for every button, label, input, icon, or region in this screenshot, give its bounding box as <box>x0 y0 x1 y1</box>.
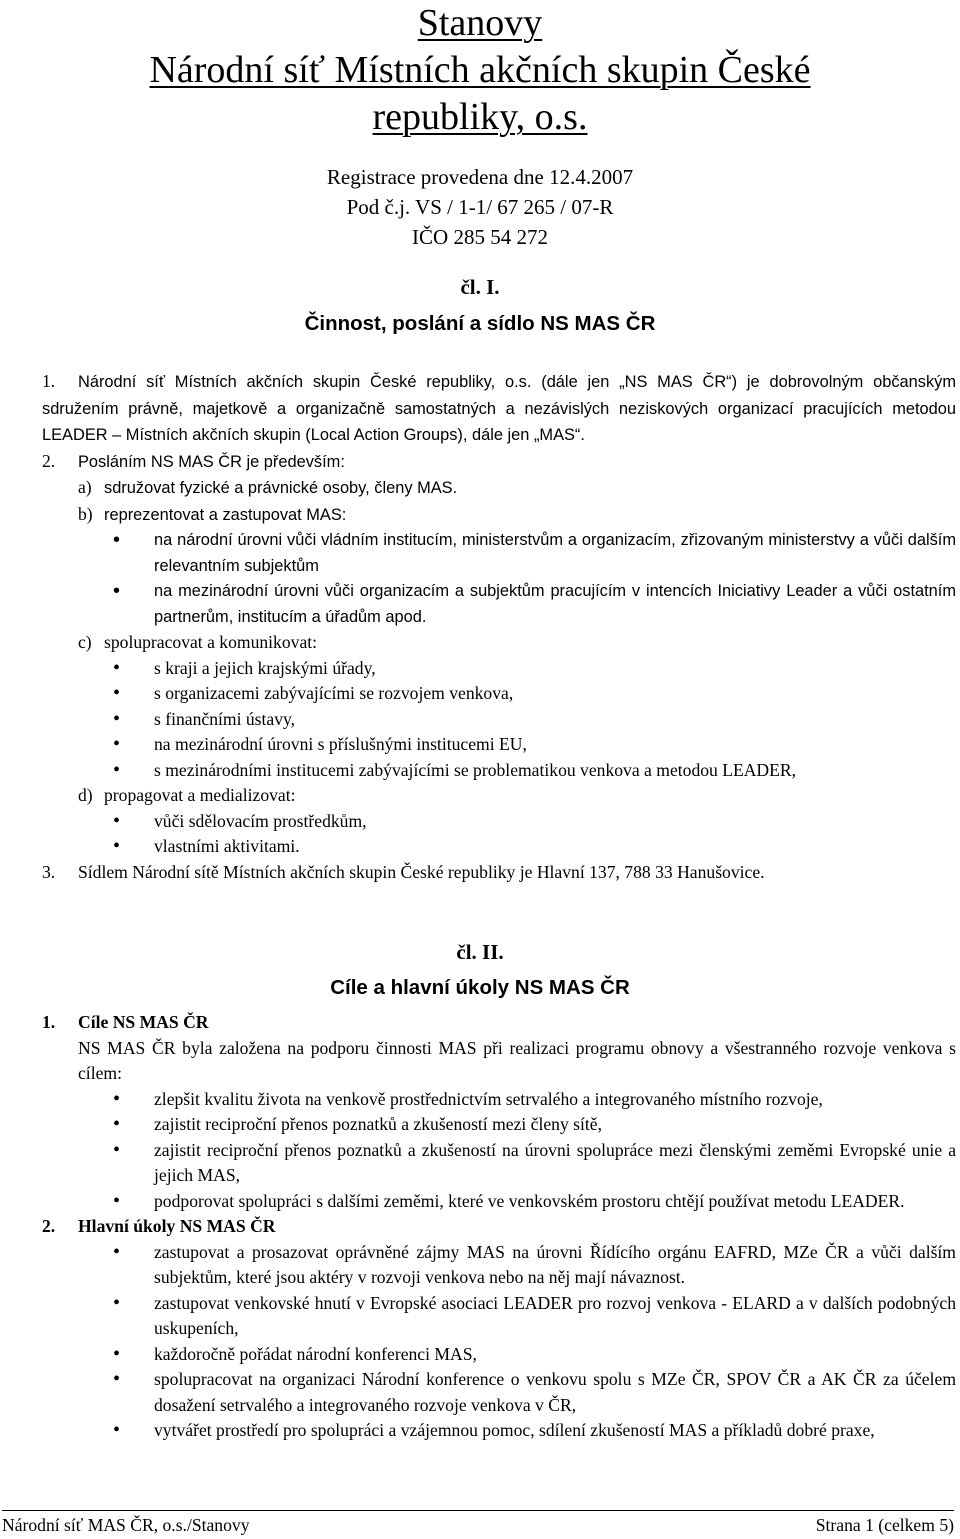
footer-document-name: Národní síť MAS ČR, o.s./Stanovy <box>2 1515 250 1535</box>
paragraph-number: 3. <box>42 861 56 882</box>
section-number: 1. <box>42 1012 56 1032</box>
item-d-list <box>42 809 956 860</box>
registration-date: Registrace provedena dne 12.4.2007 <box>326 165 634 189</box>
item-b-list <box>42 528 956 630</box>
item-c <box>42 630 956 656</box>
section-1-heading <box>42 1010 956 1036</box>
list-item: • s organizacemi zabývajícími se rozvojem venkova, <box>42 681 956 707</box>
paragraph-text: Sídlem Národní sítě Místních akčních skupin České republiky je Hlavní 137, 788 33 Hanušovice. <box>78 861 765 882</box>
article-2-body <box>42 1010 956 1444</box>
list-item: • vytvářet prostředí pro spolupráci a vzájemnou pomoc, sdílení zkušeností MAS a příkladů dobré praxe, <box>42 1418 956 1444</box>
section-2-heading <box>42 1214 956 1240</box>
article-1-number: čl. I. <box>460 275 500 299</box>
article-1-paragraph-3 <box>42 860 956 886</box>
list-item: • zlepšit kvalitu života na venkově prostřednictvím setrvalého a integrovaného místního rozvoje, <box>42 1087 956 1113</box>
registration-ico: IČO 285 54 272 <box>412 225 548 249</box>
list-item: • na národní úrovni vůči vládním institucím, ministerstvům a organizacím, zřizovaným ministerstvy a vůči dalším relevantním subjektům <box>42 528 956 579</box>
section-2-list <box>42 1240 956 1444</box>
article-1-title: Činnost, poslání a sídlo NS MAS ČR <box>304 312 656 335</box>
list-item: • zajistit reciproční přenos poznatků a zkušeností na úrovni spolupráce mezi členskými zeměmi Evropské unie a jejich MAS, <box>42 1138 956 1189</box>
item-c-list <box>42 656 956 784</box>
article-2-title: Cíle a hlavní úkoly NS MAS ČR <box>330 976 630 999</box>
paragraph-text: Posláním NS MAS ČR je především: <box>78 452 345 471</box>
title-line-2: Národní síť Místních akčních skupin České <box>149 49 811 91</box>
list-item: • spolupracovat na organizaci Národní konference o venkovu spolu s MZe ČR, SPOV ČR a AK ČR za účelem dosažení setrvalého a integrovaného rozvoje venkova v ČR, <box>42 1367 956 1418</box>
list-item: • s finančními ústavy, <box>42 707 956 733</box>
item-a <box>42 475 956 502</box>
document-title <box>60 0 900 141</box>
list-item: • s mezinárodními institucemi zabývajícími se problematikou venkova a metodou LEADER, <box>42 758 956 784</box>
article-1-body <box>42 369 956 885</box>
registration-info <box>0 162 960 252</box>
article-2-number: čl. II. <box>456 940 504 964</box>
item-label: d) <box>78 785 93 805</box>
item-label: c) <box>78 632 92 652</box>
item-text: reprezentovat a zastupovat MAS: <box>104 505 347 524</box>
section-1-list <box>42 1087 956 1215</box>
item-d <box>42 783 956 809</box>
section-heading-text: Cíle NS MAS ČR <box>78 1012 209 1032</box>
registration-reference: Pod č.j. VS / 1-1/ 67 265 / 07-R <box>346 195 614 219</box>
list-item: • na mezinárodní úrovni vůči organizacím a subjektům pracujícím v intencích Iniciativy Leader a vůči ostatním partnerům, institucím a úřadům apod. <box>42 579 956 630</box>
list-item: • každoročně pořádat národní konferenci MAS, <box>42 1342 956 1368</box>
section-1-intro: NS MAS ČR byla založena na podporu činnosti MAS při realizaci programu obnovy a všestranného rozvoje venkova s cílem: <box>78 1037 956 1083</box>
paragraph-text-lead: Národní síť Místních akčních skupin České republiky, o.s. <box>78 373 542 391</box>
list-item: • zastupovat venkovské hnutí v Evropské asociaci LEADER pro rozvoj venkova - ELARD a v dalších podobných uskupeních, <box>42 1291 956 1342</box>
footer-page-number: Strana 1 (celkem 5) <box>815 1515 954 1535</box>
paragraph-text: (dále jen „NS MAS ČR“) je dobrovolným občanským sdružením právně, majetkově a organizačně samostatných a nezávislých neziskových organizací pracujících metodou LEADER – Místních akčních skupin (Local Action Groups), dále jen „MAS“. <box>42 373 956 444</box>
page-footer <box>2 1510 954 1538</box>
list-item: • s kraji a jejich krajskými úřady, <box>42 656 956 682</box>
section-heading-text: Hlavní úkoly NS MAS ČR <box>78 1216 276 1236</box>
article-1-paragraph-1 <box>42 369 956 449</box>
section-number: 2. <box>42 1216 56 1236</box>
list-item: • na mezinárodní úrovni s příslušnými institucemi EU, <box>42 732 956 758</box>
list-item: • vlastními aktivitami. <box>42 834 956 860</box>
list-item: • zajistit reciproční přenos poznatků a zkušeností mezi členy sítě, <box>42 1112 956 1138</box>
paragraph-number: 2. <box>42 450 56 471</box>
list-item: • zastupovat a prosazovat oprávněné zájmy MAS na úrovni Řídícího orgánu EAFRD, MZe ČR a vůči dalším subjektům, které jsou aktéry v rozvoji venkova nebo na něj mají návaznost. <box>42 1240 956 1291</box>
item-b <box>42 502 956 529</box>
list-item: • podporovat spolupráci s dalšími zeměmi, které ve venkovském prostoru chtějí používat metodu LEADER. <box>42 1189 956 1215</box>
list-item: • vůči sdělovacím prostředkům, <box>42 809 956 835</box>
item-text: propagovat a medializovat: <box>104 785 296 805</box>
item-text: sdružovat fyzické a právnické osoby, členy MAS. <box>104 479 458 497</box>
item-text: spolupracovat a komunikovat: <box>104 632 318 652</box>
paragraph-number: 1. <box>42 371 56 391</box>
item-label: a) <box>78 477 92 497</box>
article-1-paragraph-2 <box>42 449 956 476</box>
title-line-3: republiky, o.s. <box>372 96 588 138</box>
title-line-1: Stanovy <box>417 2 543 44</box>
item-label: b) <box>78 503 93 524</box>
